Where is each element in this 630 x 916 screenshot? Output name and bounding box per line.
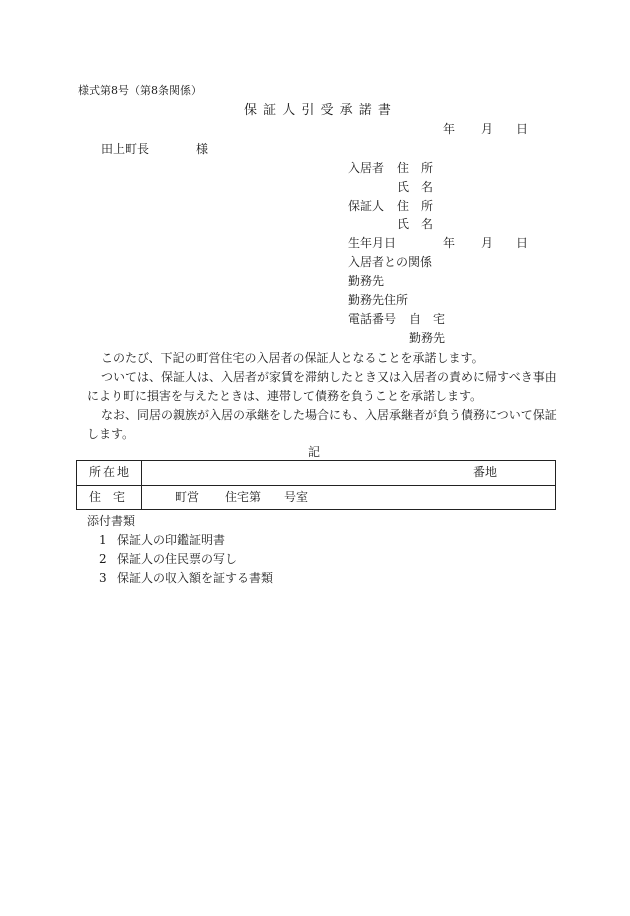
attachment-number: 2 — [99, 552, 107, 566]
town-label: 町営 — [175, 490, 200, 504]
tenant-label: 入居者 — [348, 161, 385, 175]
room-label: 号室 — [284, 490, 309, 504]
workplace-label: 勤務先 — [348, 274, 385, 288]
body-paragraph-1: このたび、下記の町営住宅の入居者の保証人となることを承諾します。 — [101, 351, 484, 365]
workplace-address-label: 勤務先住所 — [348, 293, 409, 307]
body-paragraph-2a: ついては、保証人は、入居者が家賃を滞納したとき又は入居者の責めに帰すべき事由 — [101, 370, 557, 384]
lot-label: 番地 — [473, 465, 498, 479]
attachment-text: 保証人の収入額を証する書類 — [117, 571, 274, 585]
tenant-name-label: 氏 名 — [397, 180, 434, 194]
attachment-item — [99, 553, 237, 565]
housing-label: 住 宅 — [89, 490, 126, 504]
birthdate-label: 生年月日 — [348, 236, 397, 250]
tenant-address-label: 住 所 — [397, 161, 434, 175]
date-month: 月 — [481, 122, 494, 136]
guarantor-address-label: 住 所 — [397, 199, 434, 213]
attachment-item — [99, 572, 273, 584]
table-column-divider — [141, 461, 142, 509]
attachment-number: 3 — [99, 571, 107, 585]
body-paragraph-3a: なお、同居の親族が入居の承継をした場合にも、入居承継者が負う債務について保証 — [101, 408, 557, 422]
phone-work-label: 勤務先 — [409, 331, 446, 345]
attachment-text: 保証人の住民票の写し — [117, 552, 238, 566]
phone-label: 電話番号 — [348, 312, 397, 326]
attachment-text: 保証人の印鑑証明書 — [117, 533, 226, 547]
relationship-label: 入居者との関係 — [348, 255, 433, 269]
location-label: 所在地 — [89, 465, 132, 479]
form-label: 様式第8号（第8条関係） — [78, 84, 202, 97]
birthdate-day: 日 — [516, 236, 529, 250]
table-row-divider — [77, 485, 555, 486]
attachments-heading: 添付書類 — [87, 514, 136, 528]
attachment-number: 1 — [99, 533, 107, 547]
ki-heading: 記 — [308, 445, 321, 459]
birthdate-month: 月 — [481, 236, 494, 250]
guarantor-name-label: 氏 名 — [397, 217, 434, 231]
body-paragraph-2b: により町に損害を与えたときは、連帯して債務を負うことを承諾します。 — [87, 389, 483, 403]
birthdate-year: 年 — [443, 236, 456, 250]
date-day: 日 — [516, 122, 529, 136]
body-paragraph-3b: します。 — [87, 427, 135, 441]
date-year: 年 — [443, 122, 456, 136]
addressee-honorific: 様 — [196, 142, 209, 156]
addressee-name: 田上町長 — [101, 142, 150, 156]
building-label: 住宅第 — [225, 490, 262, 504]
document-title: 保 証 人 引 受 承 諾 書 — [244, 103, 392, 118]
guarantor-label: 保証人 — [348, 199, 385, 213]
phone-home-label: 自 宅 — [409, 312, 446, 326]
attachment-item — [99, 534, 225, 546]
